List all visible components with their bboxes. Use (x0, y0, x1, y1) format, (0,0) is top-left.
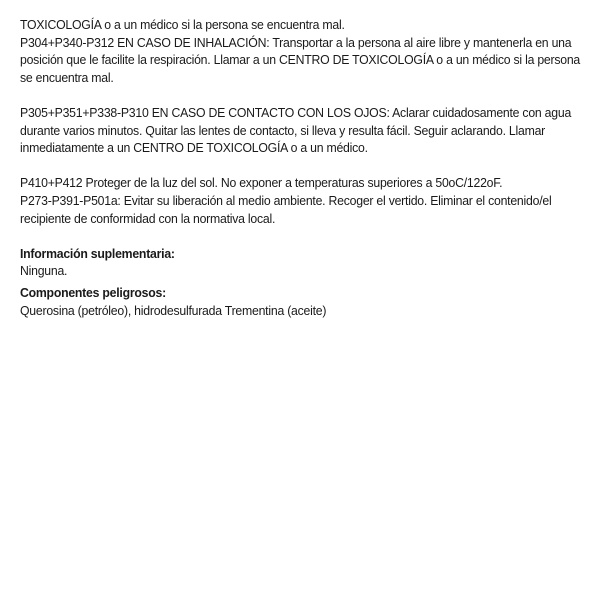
spacer (20, 157, 584, 175)
supplementary-info-value: Ninguna. (20, 263, 68, 279)
inhalation-statement: P304+P340-P312 EN CASO DE INHALACIÓN: Transportar a la persona al aire libre y mantenerla en una posición que le facilite la respiración. Llamar a un CENTRO DE TOXICOLOGÍA o a un médico si la persona se encuentra mal. (20, 34, 581, 85)
supplementary-info-heading: Información suplementaria: (20, 245, 175, 261)
document-body (20, 16, 584, 319)
hazardous-components-heading: Componentes peligrosos: (20, 284, 166, 300)
disposal-statement: P273-P391-P501a: Evitar su liberación al medio ambiente. Recoger el vertido. Eliminar el contenido/el recipiente de conformidad con la normativa local. (20, 192, 552, 226)
spacer (20, 86, 584, 104)
hazardous-components-value: Querosina (petróleo), hidrodesulfurada Trementina (aceite) (20, 302, 327, 318)
eye-contact-statement: P305+P351+P338-P310 EN CASO DE CONTACTO CON LOS OJOS: Aclarar cuidadosamente con agua durante varios minutos. Quitar las lentes de contacto, si lleva y resulta fácil. Seguir aclarando. Llamar inmediatamente a un CENTRO DE TOXICOLOGÍA o a un médico. (20, 104, 572, 156)
toxicology-continuation-text: TOXICOLOGÍA o a un médico si la persona se encuentra mal. (20, 17, 345, 32)
spacer (20, 227, 584, 245)
storage-statement: P410+P412 Proteger de la luz del sol. No exponer a temperaturas superiores a 50oC/122oF. (20, 175, 503, 191)
